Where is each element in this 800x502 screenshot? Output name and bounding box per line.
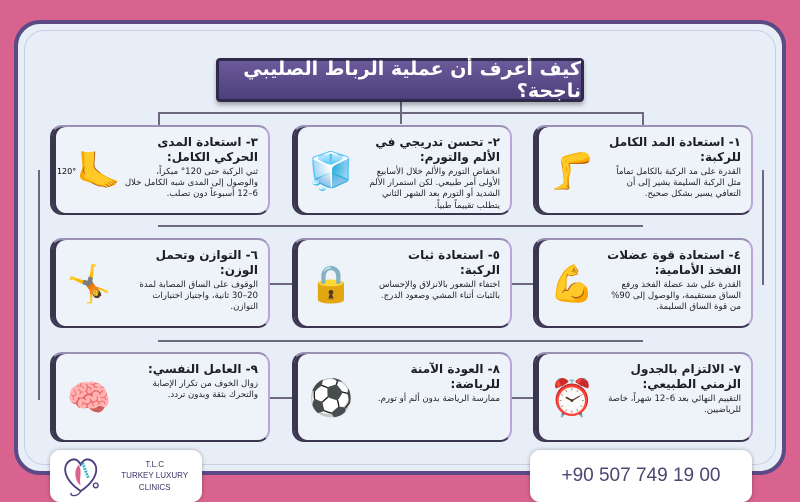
connector (642, 112, 644, 126)
connector (158, 340, 643, 342)
connector (158, 112, 643, 114)
card-title: ٦- التوازن وتحمل الوزن: (155, 248, 258, 277)
card-title: ٨- العودة الآمنة للرياضة: (410, 362, 500, 391)
info-card (533, 352, 753, 442)
balance-board-icon: 🤸 (66, 264, 112, 305)
info-card (50, 352, 270, 442)
clinic-logo (50, 450, 202, 502)
connector (38, 170, 40, 400)
logo-name: TURKEY LUXURY CLINICS (121, 471, 189, 492)
clock-calendar-icon: ⏰ (549, 378, 595, 419)
connector (158, 112, 160, 126)
connector (158, 225, 643, 227)
phone-number[interactable]: +90 507 749 19 00 (530, 450, 752, 502)
info-card (533, 125, 753, 215)
card-text: القدرة على مد الركبة بالكامل تماماً مثل الركبة السليمة يشير إلى أن التعافي يسير بشكل صحيح. (616, 167, 741, 200)
card-title: ٧- الالتزام بالجدول الزمني الطبيعي: (630, 362, 741, 391)
info-card (292, 238, 512, 328)
card-title: ٤- استعادة قوة عضلات الفخذ الأمامية: (607, 248, 741, 277)
info-card (292, 125, 512, 215)
card-title: ٩- العامل النفسي: (147, 362, 258, 376)
card-text: زوال الخوف من تكرار الإصابة والتحرك بثقة وبدون تردد. (152, 379, 258, 401)
card-title: ٣- استعادة المدى الحركي الكامل: (157, 135, 258, 164)
info-card (50, 125, 270, 215)
angle-label: 120° (56, 166, 77, 176)
card-text: ثني الركبة حتى 120° مبكراً، والوصول إلى المدى شبه الكامل خلال 6–12 أسبوعاً دون تصلب. (124, 167, 258, 200)
card-text: اختفاء الشعور بالانزلاق والإحساس بالثبات أثناء المشي وصعود الدرج. (378, 280, 500, 302)
card-text: القدرة على شد عضلة الفخذ ورفع الساق مستقيمة، والوصول إلى 90% من قوة الساق السليمة. (611, 280, 741, 313)
info-card (50, 238, 270, 328)
leg-bend-120-icon: 🦶 120° (56, 151, 122, 192)
leg-straight-arrow-icon: 🦵 (549, 151, 595, 192)
card-title: ١- استعادة المد الكامل للركبة: (608, 135, 741, 164)
knee-lock-icon: 🔒 (308, 264, 354, 305)
card-text: التقييم النهائي بعد 6–12 شهراً، خاصة للرياضيين. (608, 394, 741, 416)
card-text: ممارسة الرياضة بدون ألم أو تورم. (377, 394, 500, 404)
card-text: الوقوف على الساق المصابة لمدة 20–30 ثانية، واجتياز اختبارات التوازن. (139, 280, 258, 313)
card-title: ٢- تحسن تدريجي في الألم والتورم: (375, 135, 500, 164)
knee-ice-pack-icon: 🧊 (308, 151, 354, 192)
runner-ball-icon: ⚽ (308, 378, 354, 419)
logo-short: T.L.C (145, 460, 165, 470)
info-card (533, 238, 753, 328)
card-title: ٥- استعادة ثبات الركبة: (408, 248, 500, 277)
card-text: انخفاض التورم والألم خلال الأسابيع الأولى أمر طبيعي. لكن استمرار الألم الشديد أو التورم بعد الشهر الثاني يتطلب تقييماً طبياً. (369, 167, 500, 211)
connector (762, 170, 764, 285)
brain-shield-icon: 🧠 (66, 378, 112, 419)
muscle-dumbbell-icon: 💪 (549, 264, 595, 305)
info-card (292, 352, 512, 442)
page-title: كيف أعرف أن عملية الرباط الصليبي ناجحة؟ (216, 58, 584, 102)
heart-stethoscope-icon (60, 452, 101, 500)
